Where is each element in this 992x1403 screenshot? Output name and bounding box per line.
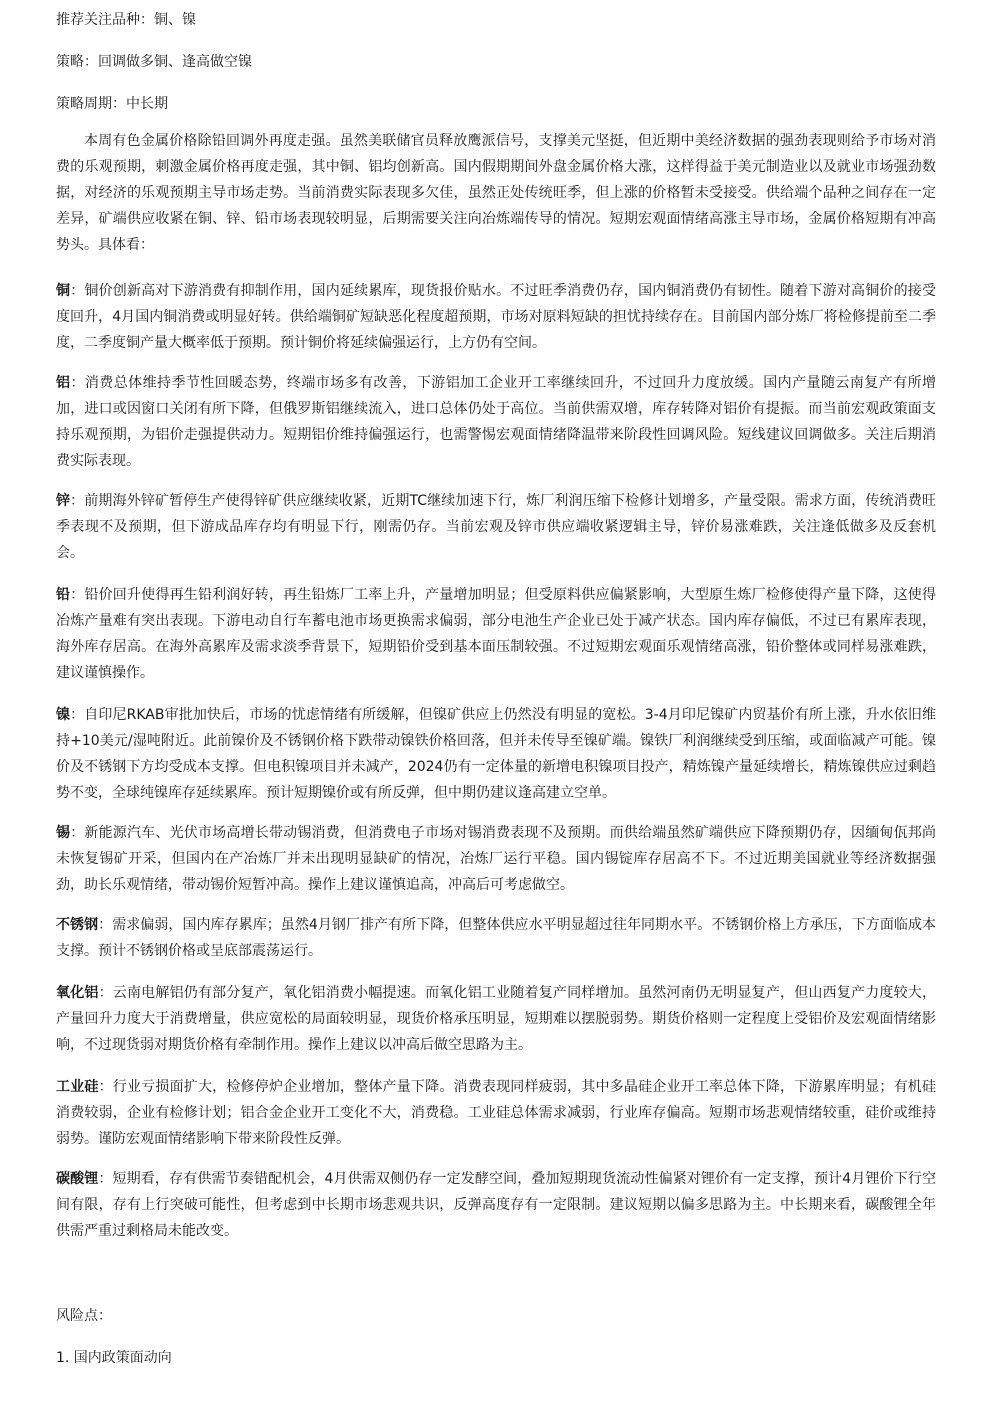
section-label: 氧化铝 [56,985,99,1001]
section-nickel [56,702,936,806]
section-lithium-carbonate [56,1166,936,1244]
recommended-varieties: 推荐关注品种：铜、镍 [56,12,196,28]
section-stainless-steel [56,912,936,964]
section-text: ：短期看，存有供需节奏错配机会，4月供需双侧仍存一定发酵空间，叠加短期现货流动性偏紧对锂价有一定支撑，预计4月锂价下行空间有限，存有上行突破可能性，但考虑到中长期市场悲观共识，反弹高度存有一定限制。建议短期以偏多思路为主。中长期来看，碳酸锂全年供需严重过剩格局未能改变。 [56,1171,937,1239]
section-text: ：前期海外锌矿暂停生产使得锌矿供应继续收紧，近期TC继续加速下行，炼厂利润压缩下检修计划增多，产量受限。需求方面，传统消费旺季表现不及预期，但下游成品库存均有明显下行，刚需仍存。当前宏观及锌市供应端收紧逻辑主导，锌价易涨难跌，关注逢低做多及反套机会。 [56,493,936,561]
section-text: ：自印尼RKAB审批加快后，市场的忧虑情绪有所缓解，但镍矿供应上仍然没有明显的宽松。3-4月印尼镍矿内贸基价有所上涨，升水依旧维持+10美元/湿吨附近。此前镍价及不锈钢价格下跌带动镍铁价格回落，但并未传导至镍矿端。镍铁厂利润继续受到压缩，或面临减产可能。镍价及不锈钢下方均受成本支撑。但电积镍项目并未减产，2024仍有一定体量的新增电积镍项目投产，精炼镍产量延续增长，精炼镍供应过剩趋势不变，全球纯镍库存延续累库。预计短期镍价或有所反弹，但中期仍建议逢高建立空单。 [56,707,936,801]
risk-item: 1. 国内政策面动向 [56,1350,172,1366]
section-text: ：需求偏弱，国内库存累库；虽然4月钢厂排产有所下降，但整体供应水平明显超过往年同期水平。不锈钢价格上方承压，下方面临成本支撑。预计不锈钢价格或呈底部震荡运行。 [56,917,937,959]
section-label: 锡 [56,825,71,841]
intro-paragraph: 本周有色金属价格除铅回调外再度走强。虽然美联储官员释放鹰派信号，支撑美元坚挺，但近期中美经济数据的强劲表现则给予市场对消费的乐观预期，刺激金属价格再度走强，其中铜、铝均创新高。国内假期期间外盘金属价格大涨，这样得益于美元制造业以及就业市场强劲数据，对经济的乐观预期主导市场走势。当前消费实际表现多欠佳，虽然正处传统旺季，但上涨的价格暂未受接受。供给端个品种之间存在一定差异，矿端供应收紧在铜、锌、铅市场表现较明显，后期需要关注向冶炼端传导的情况。短期宏观面情绪高涨主导市场，金属价格短期有冲高势头。具体看： [56,133,936,253]
risk-title: 风险点： [56,1308,112,1324]
section-label: 碳酸锂 [56,1171,99,1187]
strategy-period: 策略周期：中长期 [56,96,168,112]
section-text: ：消费总体维持季节性回暖态势，终端市场多有改善，下游铝加工企业开工率继续回升，不过回升力度放缓。国内产量随云南复产有所增加，进口或因窗口关闭有所下降，但俄罗斯铝继续流入，进口总体仍处于高位。当前供需双增，库存转降对铝价有提振。而当前宏观政策面支持乐观预期，为铝价走强提供动力。短期铝价维持偏强运行，也需警惕宏观面情绪降温带来阶段性回调风险。短线建议回调做多。关注后期消费实际表现。 [56,375,937,469]
section-tin [56,820,936,898]
section-label: 镍 [56,707,71,723]
section-industrial-silicon [56,1074,936,1152]
section-text: ：行业亏损面扩大，检修停炉企业增加，整体产量下降。消费表现同样疲弱，其中多晶硅企业开工率总体下降，下游累库明显；有机硅消费较弱，企业有检修计划；铝合金企业开工变化不大，消费稳。工业硅总体需求减弱，行业库存偏高。短期市场悲观情绪较重，硅价或维持弱势。谨防宏观面情绪影响下带来阶段性反弹。 [56,1079,936,1147]
section-text: ：云南电解铝仍有部分复产，氧化铝消费小幅提速。而氧化铝工业随着复产同样增加。虽然河南仍无明显复产，但山西复产力度较大，产量回升力度大于消费增量，供应宽松的局面较明显，现货价格承压明显，短期难以摆脱弱势。期货价格则一定程度上受铝价及宏观面情绪影响，不过现货弱对期货价格有牵制作用。操作上建议以冲高后做空思路为主。 [56,985,936,1053]
section-label: 铅 [56,587,71,603]
section-text: ：铜价创新高对下游消费有抑制作用，国内延续累库，现货报价贴水。不过旺季消费仍存，国内铜消费仍有韧性。随着下游对高铜价的接受度回升，4月国内铜消费或明显好转。供给端铜矿短缺恶化程度超预期，市场对原料短缺的担忧持续存在。目前国内部分炼厂将检修提前至二季度，二季度铜产量大概率低于预期。预计铜价将延续偏强运行，上方仍有空间。 [56,283,937,351]
section-label: 铝 [56,375,71,391]
section-aluminum [56,370,936,474]
section-lead [56,582,936,686]
section-label: 不锈钢 [56,917,99,933]
strategy-line: 策略：回调做多铜、逢高做空镍 [56,54,252,70]
section-alumina [56,980,936,1058]
section-label: 锌 [56,493,71,509]
section-copper [56,278,936,356]
section-label: 铜 [56,283,71,299]
section-zinc [56,488,936,566]
section-text: ：新能源汽车、光伏市场高增长带动锡消费，但消费电子市场对锡消费表现不及预期。而供给端虽然矿端供应下降预期仍存，因缅甸佤邦尚未恢复锡矿开采，但国内在产冶炼厂并未出现明显缺矿的情况，冶炼厂运行平稳。国内锡锭库存居高不下。不过近期美国就业等经济数据强劲，助长乐观情绪，带动锡价短暂冲高。操作上建议谨慎追高，冲高后可考虑做空。 [56,825,937,893]
section-label: 工业硅 [56,1079,99,1095]
section-text: ：铅价回升使得再生铅利润好转，再生铅炼厂工率上升，产量增加明显；但受原料供应偏紧影响，大型原生炼厂检修使得产量下降，这使得冶炼产量难有突出表现。下游电动自行车蓄电池市场更换需求偏弱，部分电池生产企业已处于减产状态。国内库存偏低，不过已有累库表现，海外库存居高。在海外高累库及需求淡季背景下，短期铅价受到基本面压制较强。不过短期宏观面乐观情绪高涨，铅价整体或同样易涨难跌，建议谨慎操作。 [56,587,937,681]
